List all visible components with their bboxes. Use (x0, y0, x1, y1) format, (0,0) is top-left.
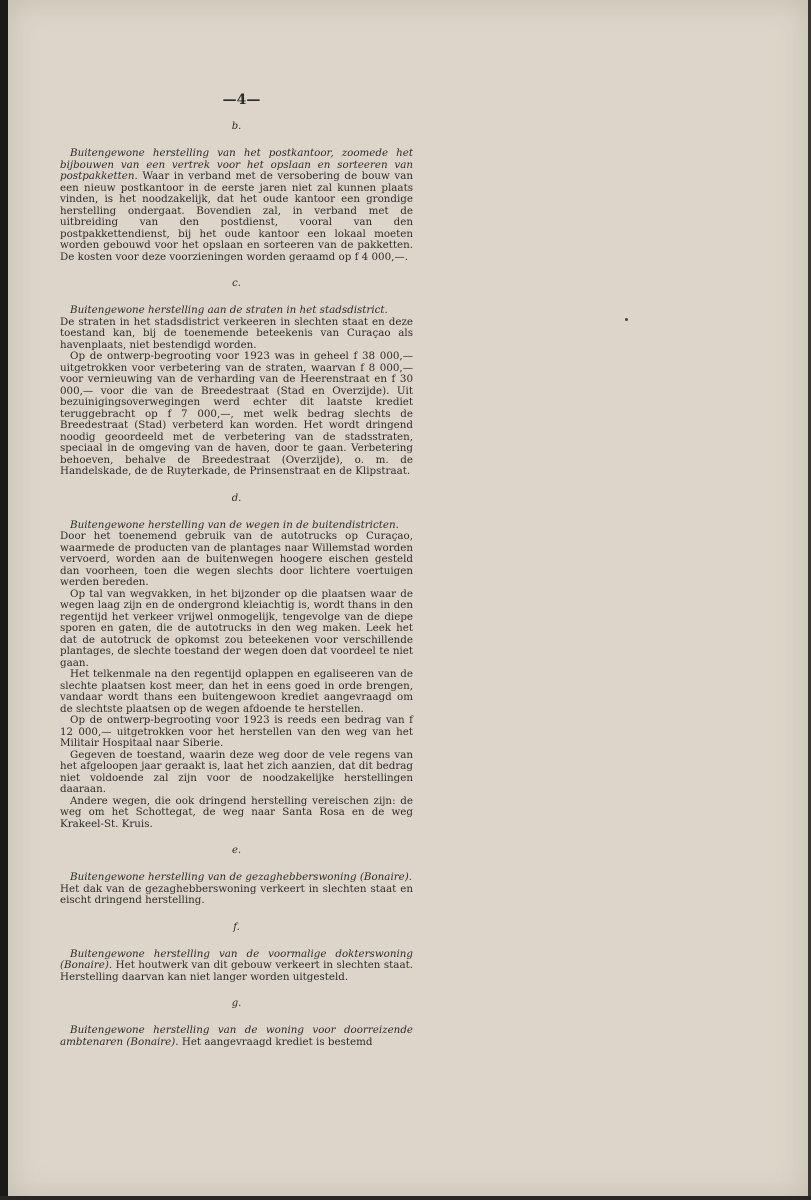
section-heading-line (60, 872, 413, 884)
section-f (60, 921, 413, 984)
scan-left-edge (0, 0, 8, 1200)
section-heading: Buitengewone herstelling van de wegen in de buitendistricten. (70, 518, 399, 531)
section-letter: e. (231, 845, 242, 856)
section-heading: Buitengewone herstelling van het postkantoor, zoomede het bijbouwen van een vertrek voor het opslaan en sorteeren van postpakketten. (60, 147, 413, 182)
section-b (60, 120, 413, 263)
section-paragraph: Andere wegen, die ook dringend herstelling vereischen zijn: de weg om het Schottegat, de weg naar Santa Rosa en de weg Krakeel-St. Kruis. (60, 794, 413, 830)
text-column (60, 92, 413, 1048)
page-number: —4— (222, 92, 261, 108)
section-paragraph (60, 949, 413, 984)
paragraph-text: Het houtwerk van dit gebouw verkeert in slechten staat. Herstelling daarvan kan niet langer worden uitgesteld. (60, 959, 413, 983)
section-d (60, 492, 413, 831)
section-paragraph: Op de ontwerp-begrooting voor 1923 was in geheel f 38 000,— uitgetrokken voor verbetering van de straten, waarvan f 8 000,— voor vernieuwing van de verharding van de Heerenstraat en f 30 000,— voor die van de Breedestraat (Stad en Overzijde). Uit bezuinigingsoverwegingen werd echter dit laatste krediet teruggebracht op f 7 000,—, met welk bedrag slechts de Breedestraat (Stad) verbeterd kan worden. Het wordt dringend noodig geoordeeld met de verbetering van de stadsstraten, speciaal in de omgeving van de haven, door te gaan. Verbetering behoeven, behalve de Breedestraat (Overzijde), o. m. de Handelskade, de de Ruyterkade, de Prinsenstraat en de Klipstraat. (60, 350, 413, 477)
section-paragraph (60, 1025, 413, 1048)
document-page (8, 0, 808, 1198)
section-paragraph: Door het toenemend gebruik van de autotrucks op Curaçao, waarmede de producten van de plantages naar Willemstad worden vervoerd, worden aan de buitenwegen hoogere eischen gesteld dan voorheen, toen die wegen slechts door lichtere voertuigen werden bereden. (60, 530, 413, 588)
section-heading: Buitengewone herstelling van de gezaghebberswoning (Bonaire). (70, 871, 413, 883)
section-heading: Buitengewone herstelling van de voormalige dokterswoning (Bonaire). (60, 947, 413, 971)
section-paragraph: Het dak van de gezaghebberswoning verkeert in slechten staat en eischt dringend herstelling. (60, 882, 413, 906)
section-paragraph (60, 148, 413, 263)
section-letter: c. (232, 278, 241, 289)
section-heading-line (60, 305, 413, 317)
section-paragraph: Het telkenmale na den regentijd oplappen en egaliseeren van de slechte plaatsen kost meer, dan het in eens goed in orde brengen, vandaar wordt thans een buitengewoon krediet aangevraagd om de slechtste plaatsen op de wegen afdoende te herstellen. (60, 668, 413, 715)
section-letter: b. (231, 121, 242, 132)
section-paragraph: Op de ontwerp-begrooting voor 1923 is reeds een bedrag van f 12 000,— uitgetrokken voor het herstellen van den weg van het Militair Hospitaal naar Siberie. (60, 714, 413, 749)
paragraph-text: Waar in verband met de versobering de bouw van een nieuw postkantoor in de eerste jaren niet zal kunnen plaats vinden, is het noodzakelijk, dat het oude kantoor een grondige herstelling ondergaat. Bovendien zal, in verband met de uitbreiding van den postdienst, vooral van den postpakkettendienst, bij het oude kantoor een lokaal moeten worden gebouwd voor het opslaan en sorteeren van de pakketten. De kosten voor deze voorzieningen worden geraamd op f 4 000,—. (60, 170, 413, 263)
section-c (60, 277, 413, 478)
section-paragraph: De straten in het stadsdistrict verkeeren in slechten staat en deze toestand kan, bij de toenemende beteekenis van Curaçao als havenplaats, niet bestendigd worden. (60, 315, 413, 351)
section-letter: g. (231, 998, 242, 1009)
section-g (60, 997, 413, 1048)
section-e (60, 844, 413, 907)
section-heading: Buitengewone herstelling aan de straten in het stadsdistrict. (70, 304, 388, 316)
scan-bottom-edge (0, 1196, 811, 1200)
speck (625, 318, 628, 321)
section-paragraph: Op tal van wegvakken, in het bijzonder op die plaatsen waar de wegen laag zijn en de ondergrond kleiachtig is, wordt thans in den regentijd het verkeer vrijwel onmogelijk, tengevolge van de diepe sporen en gaten, die de autotrucks in den weg maken. Leek het dat de autotruck de opkomst zou beteekenen voor verschillende plantages, de slechte toestand der wegen doen dat voordeel te niet gaan. (60, 587, 413, 669)
section-heading: Buitengewone herstelling van de woning voor doorreizende ambtenaren (Bonaire). (60, 1024, 413, 1048)
paragraph-text: Het aangevraagd krediet is bestemd (181, 1035, 373, 1048)
section-letter: f. (233, 921, 240, 933)
section-letter: d. (231, 492, 242, 504)
section-paragraph: Gegeven de toestand, waarin deze weg door de vele regens van het afgeloopen jaar geraakt is, laat het zich aanzien, dat dit bedrag niet voldoende zal zijn voor de noodzakelijke herstellingen daaraan. (60, 748, 413, 795)
